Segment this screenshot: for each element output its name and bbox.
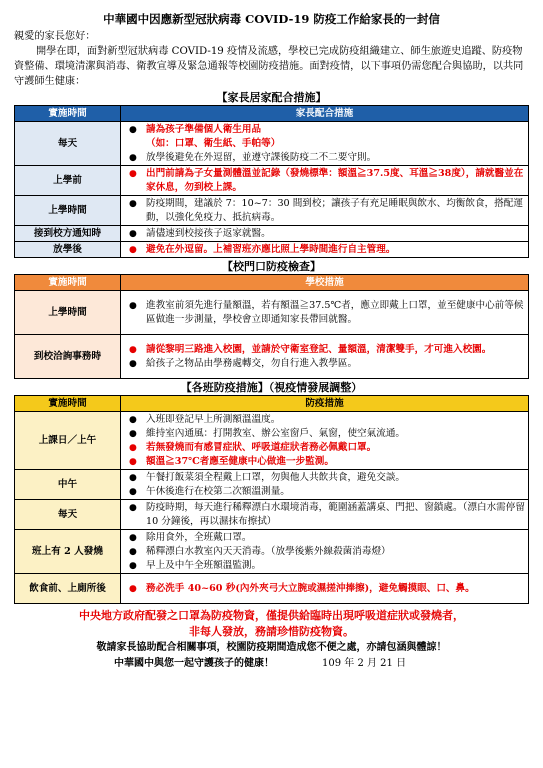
measure-cell [121, 530, 529, 574]
table-header-row [15, 396, 529, 412]
bullet-item: ● 午休後進行在校第二次額溫測量。 [124, 485, 525, 499]
intro-paragraph: 開學在即，面對新型冠狀病毒 COVID-19 疫情及流感，學校已完成防疫組織建立、師生旅遊史追蹤、防疫物資整備、環境清潔與消毒、衛教宣導及緊急通報等校園防疫措施。面對疫情，以下事項仍需您配合與協助，以共同守護師生健康： [14, 46, 524, 87]
bullet-item: ● 給孩子之物品由學務處轉交，勿自行進入教學區。 [124, 357, 525, 371]
table-row [15, 470, 529, 500]
bullet-item: ● 請儘速到校接孩子返家就醫。 [124, 227, 525, 241]
greeting: 親愛的家長您好： [14, 31, 96, 42]
time-label: 上課日／上午 [15, 412, 121, 470]
column-header: 學校措施 [121, 275, 529, 291]
class-section-heading: 【各班防疫措施】（視疫情發展調整） [180, 381, 363, 394]
time-label: 中午 [15, 470, 121, 500]
mask-notice-line-2: 非每人發放，務請珍惜防疫物資。 [189, 625, 354, 638]
home-measures-table [14, 105, 529, 258]
table-row [15, 122, 529, 166]
column-header: 家長配合措施 [121, 106, 529, 122]
letter [14, 12, 529, 672]
bullet-item: ● 午餐打飯菜須全程戴上口罩，勿與他人共飲共食，避免交談。 [124, 471, 525, 485]
time-label: 接到校方通知時 [15, 226, 121, 242]
time-label: 每天 [15, 500, 121, 530]
bullet-item-continuation: （如：口罩、衛生紙、手帕等） [146, 137, 281, 149]
bullet-item: ● 放學後避免在外逗留，並遵守課後防疫二不二要守則。 [124, 151, 525, 165]
bullet-item: ● 防疫期間，建議於 7：10~7：30 間到校；讓孩子有充足睡眠與飲水、均衡飲食，搭配運動，以強化免疫力、抵抗病毒。 [124, 197, 525, 225]
column-header: 防疫措施 [121, 396, 529, 412]
mask-notice-line-1: 中央地方政府配發之口罩為防疫物資，僅提供給臨時出現呼吸道症狀或發燒者， [79, 609, 464, 622]
table-row [15, 166, 529, 196]
bullet-item: ● 額溫≧37℃者應至健康中心做進一步監測。 [124, 455, 525, 469]
signature: 中華國中與您一起守護孩子的健康！ [114, 658, 274, 669]
table-header-row [15, 106, 529, 122]
measure-cell [121, 412, 529, 470]
bullet-item: ● 避免在外逗留。上補習班亦應比照上學時間進行自主管理。 [124, 243, 525, 257]
signature-line [14, 656, 529, 672]
time-label: 上學時間 [15, 291, 121, 335]
measure-cell [121, 574, 529, 604]
table-row [15, 335, 529, 379]
bullet-item: ● 防疫時期，每天進行稀釋漂白水環境消毒，範圍涵蓋講桌、門把、窗鎖處。（漂白水需停留 10 分鐘後，再以濕抹布擦拭） [124, 501, 525, 529]
bullet-item: ● 維持室內通風：打開教室、辦公室窗戶、氣窗，使空氣流通。 [124, 427, 525, 441]
measure-cell [121, 291, 529, 335]
bullet-item: ● 請為孩子準備個人衛生用品 [124, 123, 525, 137]
letter-title: 中華國中因應新型冠狀病毒 COVID-19 防疫工作給家長的一封信 [103, 12, 440, 26]
class-measures-table [14, 395, 529, 604]
table-row [15, 530, 529, 574]
bullet-item: ● 若無發燒而有感冒症狀、呼吸道症狀者務必佩戴口罩。 [124, 441, 525, 455]
time-label: 上學時間 [15, 196, 121, 226]
bullet-item: ● 進教室前須先進行量額溫，若有額溫≧37.5℃者，應立即戴上口罩，並至健康中心前等候區做進一步測量，學校會立即通知家長帶回就醫。 [124, 299, 525, 327]
gate-section-heading: 【校門口防疫檢查】 [222, 260, 321, 273]
measure-cell [121, 166, 529, 196]
time-label: 飲食前、上廁所後 [15, 574, 121, 604]
table-row [15, 226, 529, 242]
table-row [15, 291, 529, 335]
table-row [15, 500, 529, 530]
bullet-item: ● 出門前請為子女量測體溫並記錄（發燒標準：額溫≧37.5度、耳溫≧38度），請就醫並在家休息，勿到校上課。 [124, 167, 525, 195]
table-row [15, 242, 529, 258]
gate-check-table [14, 274, 529, 379]
time-label: 每天 [15, 122, 121, 166]
column-header: 實施時間 [15, 275, 121, 291]
measure-cell [121, 196, 529, 226]
bullet-item: ● 務必洗手 40~60 秒(內外夾弓大立腕或濕搓沖捧擦)，避免觸摸眼、口、鼻。 [124, 582, 525, 596]
bullet-item: ● 除用食外，全班戴口罩。 [124, 531, 525, 545]
measure-cell [121, 242, 529, 258]
measure-cell [121, 500, 529, 530]
measure-cell [121, 226, 529, 242]
table-row [15, 412, 529, 470]
bullet-item: ● 早上及中午全班額溫監測。 [124, 559, 525, 573]
home-section-heading: 【家長居家配合措施】 [216, 91, 327, 104]
column-header: 實施時間 [15, 106, 121, 122]
time-label: 放學後 [15, 242, 121, 258]
thanks-note: 敬請家長協助配合相關事項，校園防疫期間造成您不便之處，亦請包涵與體諒！ [96, 642, 447, 653]
time-label: 班上有 2 人發燒 [15, 530, 121, 574]
table-header-row [15, 275, 529, 291]
measure-cell [121, 470, 529, 500]
table-row [15, 196, 529, 226]
bullet-item: ● 入班即登記早上所測額溫溫度。 [124, 413, 525, 427]
bullet-item: ● 請從黎明三路進入校園，並請於守衛室登記、量額溫，清潔雙手，才可進入校園。 [124, 343, 525, 357]
time-label: 到校洽詢事務時 [15, 335, 121, 379]
letter-date: 109 年 2 月 21 日 [322, 658, 407, 669]
measure-cell [121, 335, 529, 379]
measure-cell [121, 122, 529, 166]
table-row [15, 574, 529, 604]
column-header: 實施時間 [15, 396, 121, 412]
bullet-item: ● 稀釋漂白水教室內天天消毒。（放學後紫外線殺菌消毒燈） [124, 545, 525, 559]
time-label: 上學前 [15, 166, 121, 196]
